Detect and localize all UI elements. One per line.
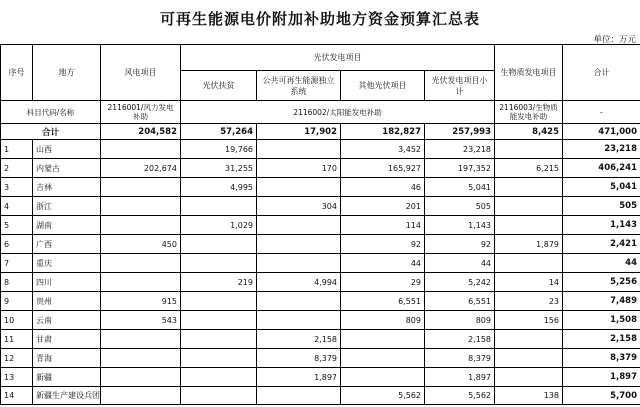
row-pv-other — [341, 330, 425, 349]
table-row — [1, 140, 640, 159]
row-pv-public: 1,897 — [257, 368, 341, 387]
row-region: 甘肃 — [33, 330, 101, 349]
header-total: 合计 — [563, 45, 640, 101]
row-biomass — [495, 140, 563, 159]
row-pv-poverty — [181, 311, 257, 330]
row-total: 2,421 — [563, 235, 640, 254]
row-pv-poverty: 31,255 — [181, 159, 257, 178]
row-wind: 202,674 — [101, 159, 181, 178]
row-pv-public: 8,379 — [257, 349, 341, 368]
pv-code: 2116002/太阳能发电补助 — [181, 101, 495, 124]
header-pv-poverty: 光伏扶贫 — [181, 71, 257, 101]
row-region: 浙江 — [33, 197, 101, 216]
totals-pv-public: 17,902 — [257, 124, 341, 140]
table-row — [1, 292, 640, 311]
subject-code-row — [1, 101, 640, 124]
table-row — [1, 349, 640, 368]
totals-row — [1, 124, 640, 140]
row-region: 云南 — [33, 311, 101, 330]
row-total: 7,489 — [563, 292, 640, 311]
table-row — [1, 273, 640, 292]
row-pv-poverty — [181, 368, 257, 387]
row-pv-public: 170 — [257, 159, 341, 178]
row-pv-subtotal: 44 — [425, 254, 495, 273]
row-pv-poverty: 4,995 — [181, 178, 257, 197]
totals-wind: 204,582 — [101, 124, 181, 140]
row-seq: 5 — [1, 216, 33, 235]
header-pv-other: 其他光伏项目 — [341, 71, 425, 101]
row-pv-poverty — [181, 254, 257, 273]
row-pv-subtotal: 5,242 — [425, 273, 495, 292]
row-wind: 450 — [101, 235, 181, 254]
totals-pv-subtotal: 257,993 — [425, 124, 495, 140]
row-seq: 6 — [1, 235, 33, 254]
row-total: 5,256 — [563, 273, 640, 292]
row-biomass — [495, 254, 563, 273]
row-total: 1,897 — [563, 368, 640, 387]
header-pv-group: 光伏发电项目 — [181, 45, 495, 71]
row-pv-poverty: 1,029 — [181, 216, 257, 235]
row-wind — [101, 387, 181, 405]
row-pv-public — [257, 178, 341, 197]
row-pv-poverty — [181, 235, 257, 254]
row-total: 8,379 — [563, 349, 640, 368]
row-biomass — [495, 330, 563, 349]
row-pv-other: 29 — [341, 273, 425, 292]
row-pv-subtotal: 1,897 — [425, 368, 495, 387]
row-pv-subtotal: 23,218 — [425, 140, 495, 159]
row-total: 23,218 — [563, 140, 640, 159]
totals-total: 471,000 — [563, 124, 640, 140]
row-pv-poverty — [181, 197, 257, 216]
totals-pv-poverty: 57,264 — [181, 124, 257, 140]
row-region: 内蒙古 — [33, 159, 101, 178]
row-wind — [101, 216, 181, 235]
row-pv-public: 2,158 — [257, 330, 341, 349]
row-region: 重庆 — [33, 254, 101, 273]
row-pv-public — [257, 254, 341, 273]
row-pv-other — [341, 368, 425, 387]
row-seq: 9 — [1, 292, 33, 311]
row-wind: 915 — [101, 292, 181, 311]
row-region: 青海 — [33, 349, 101, 368]
row-biomass: 138 — [495, 387, 563, 405]
row-pv-poverty — [181, 387, 257, 405]
totals-pv-other: 182,827 — [341, 124, 425, 140]
row-total: 44 — [563, 254, 640, 273]
bio-code: 2116003/生物质能发电补助 — [495, 101, 563, 124]
row-total: 1,143 — [563, 216, 640, 235]
row-region: 山西 — [33, 140, 101, 159]
row-wind — [101, 330, 181, 349]
row-seq: 14 — [1, 387, 33, 405]
row-pv-subtotal: 92 — [425, 235, 495, 254]
row-pv-other: 809 — [341, 311, 425, 330]
row-region: 广西 — [33, 235, 101, 254]
row-pv-poverty: 19,766 — [181, 140, 257, 159]
row-pv-poverty: 219 — [181, 273, 257, 292]
row-pv-other: 6,551 — [341, 292, 425, 311]
row-seq: 1 — [1, 140, 33, 159]
row-wind — [101, 368, 181, 387]
row-biomass — [495, 368, 563, 387]
row-pv-other: 3,452 — [341, 140, 425, 159]
row-pv-other — [341, 349, 425, 368]
row-total: 2,158 — [563, 330, 640, 349]
header-row-1 — [1, 45, 640, 71]
table-row — [1, 178, 640, 197]
row-pv-poverty — [181, 292, 257, 311]
row-biomass: 14 — [495, 273, 563, 292]
row-biomass — [495, 349, 563, 368]
row-pv-other: 5,562 — [341, 387, 425, 405]
row-biomass — [495, 216, 563, 235]
row-pv-subtotal: 197,352 — [425, 159, 495, 178]
row-pv-subtotal: 6,551 — [425, 292, 495, 311]
row-biomass: 1,879 — [495, 235, 563, 254]
row-pv-subtotal: 2,158 — [425, 330, 495, 349]
table-row — [1, 197, 640, 216]
row-region: 湖南 — [33, 216, 101, 235]
table-row — [1, 254, 640, 273]
table-row — [1, 387, 640, 405]
row-pv-public — [257, 235, 341, 254]
row-pv-subtotal: 505 — [425, 197, 495, 216]
row-biomass: 6,215 — [495, 159, 563, 178]
row-seq: 7 — [1, 254, 33, 273]
row-pv-public — [257, 140, 341, 159]
row-biomass: 156 — [495, 311, 563, 330]
table-row — [1, 159, 640, 178]
row-seq: 4 — [1, 197, 33, 216]
page-title: 可再生能源电价附加补助地方资金预算汇总表 — [159, 10, 480, 28]
table-row — [1, 216, 640, 235]
row-pv-subtotal: 8,379 — [425, 349, 495, 368]
row-biomass — [495, 178, 563, 197]
row-pv-public: 304 — [257, 197, 341, 216]
row-total: 1,508 — [563, 311, 640, 330]
totals-biomass: 8,425 — [495, 124, 563, 140]
row-pv-poverty — [181, 349, 257, 368]
row-pv-other: 44 — [341, 254, 425, 273]
totals-label: 合计 — [1, 124, 101, 140]
row-biomass: 23 — [495, 292, 563, 311]
row-wind — [101, 197, 181, 216]
row-pv-poverty — [181, 330, 257, 349]
row-wind — [101, 273, 181, 292]
row-pv-other: 165,927 — [341, 159, 425, 178]
row-region: 吉林 — [33, 178, 101, 197]
row-seq: 13 — [1, 368, 33, 387]
table-row — [1, 311, 640, 330]
row-seq: 2 — [1, 159, 33, 178]
row-pv-other: 114 — [341, 216, 425, 235]
row-pv-public — [257, 216, 341, 235]
table-row — [1, 330, 640, 349]
row-pv-other: 201 — [341, 197, 425, 216]
code-label: 科目代码/名称 — [1, 101, 101, 124]
unit-label: 单位：万元 — [593, 35, 636, 45]
row-total: 5,700 — [563, 387, 640, 405]
row-wind — [101, 254, 181, 273]
row-seq: 3 — [1, 178, 33, 197]
row-pv-subtotal: 5,562 — [425, 387, 495, 405]
row-pv-other: 92 — [341, 235, 425, 254]
table-row — [1, 235, 640, 254]
row-total: 406,241 — [563, 159, 640, 178]
row-pv-public: 4,994 — [257, 273, 341, 292]
row-biomass — [495, 197, 563, 216]
row-seq: 10 — [1, 311, 33, 330]
row-pv-subtotal: 1,143 — [425, 216, 495, 235]
row-pv-public — [257, 387, 341, 405]
wind-code: 2116001/风力发电补助 — [101, 101, 181, 124]
row-pv-subtotal: 5,041 — [425, 178, 495, 197]
row-region: 四川 — [33, 273, 101, 292]
row-wind — [101, 140, 181, 159]
row-total: 505 — [563, 197, 640, 216]
row-seq: 8 — [1, 273, 33, 292]
row-pv-public — [257, 311, 341, 330]
row-region: 贵州 — [33, 292, 101, 311]
header-pv-public: 公共可再生能源独立系统 — [257, 71, 341, 101]
total-code: - — [563, 101, 640, 124]
row-region: 新疆 — [33, 368, 101, 387]
row-seq: 12 — [1, 349, 33, 368]
table-row — [1, 368, 640, 387]
row-pv-other: 46 — [341, 178, 425, 197]
row-wind — [101, 349, 181, 368]
row-pv-subtotal: 809 — [425, 311, 495, 330]
header-pv-subtotal: 光伏发电项目小计 — [425, 71, 495, 101]
row-wind: 543 — [101, 311, 181, 330]
header-region: 地方 — [33, 45, 101, 101]
row-total: 5,041 — [563, 178, 640, 197]
header-biomass: 生物质发电项目 — [495, 45, 563, 101]
budget-table — [0, 44, 640, 405]
header-wind: 风电项目 — [101, 45, 181, 101]
row-region: 新疆生产建设兵团 — [33, 387, 101, 405]
row-pv-public — [257, 292, 341, 311]
header-seq: 序号 — [1, 45, 33, 101]
row-wind — [101, 178, 181, 197]
row-seq: 11 — [1, 330, 33, 349]
